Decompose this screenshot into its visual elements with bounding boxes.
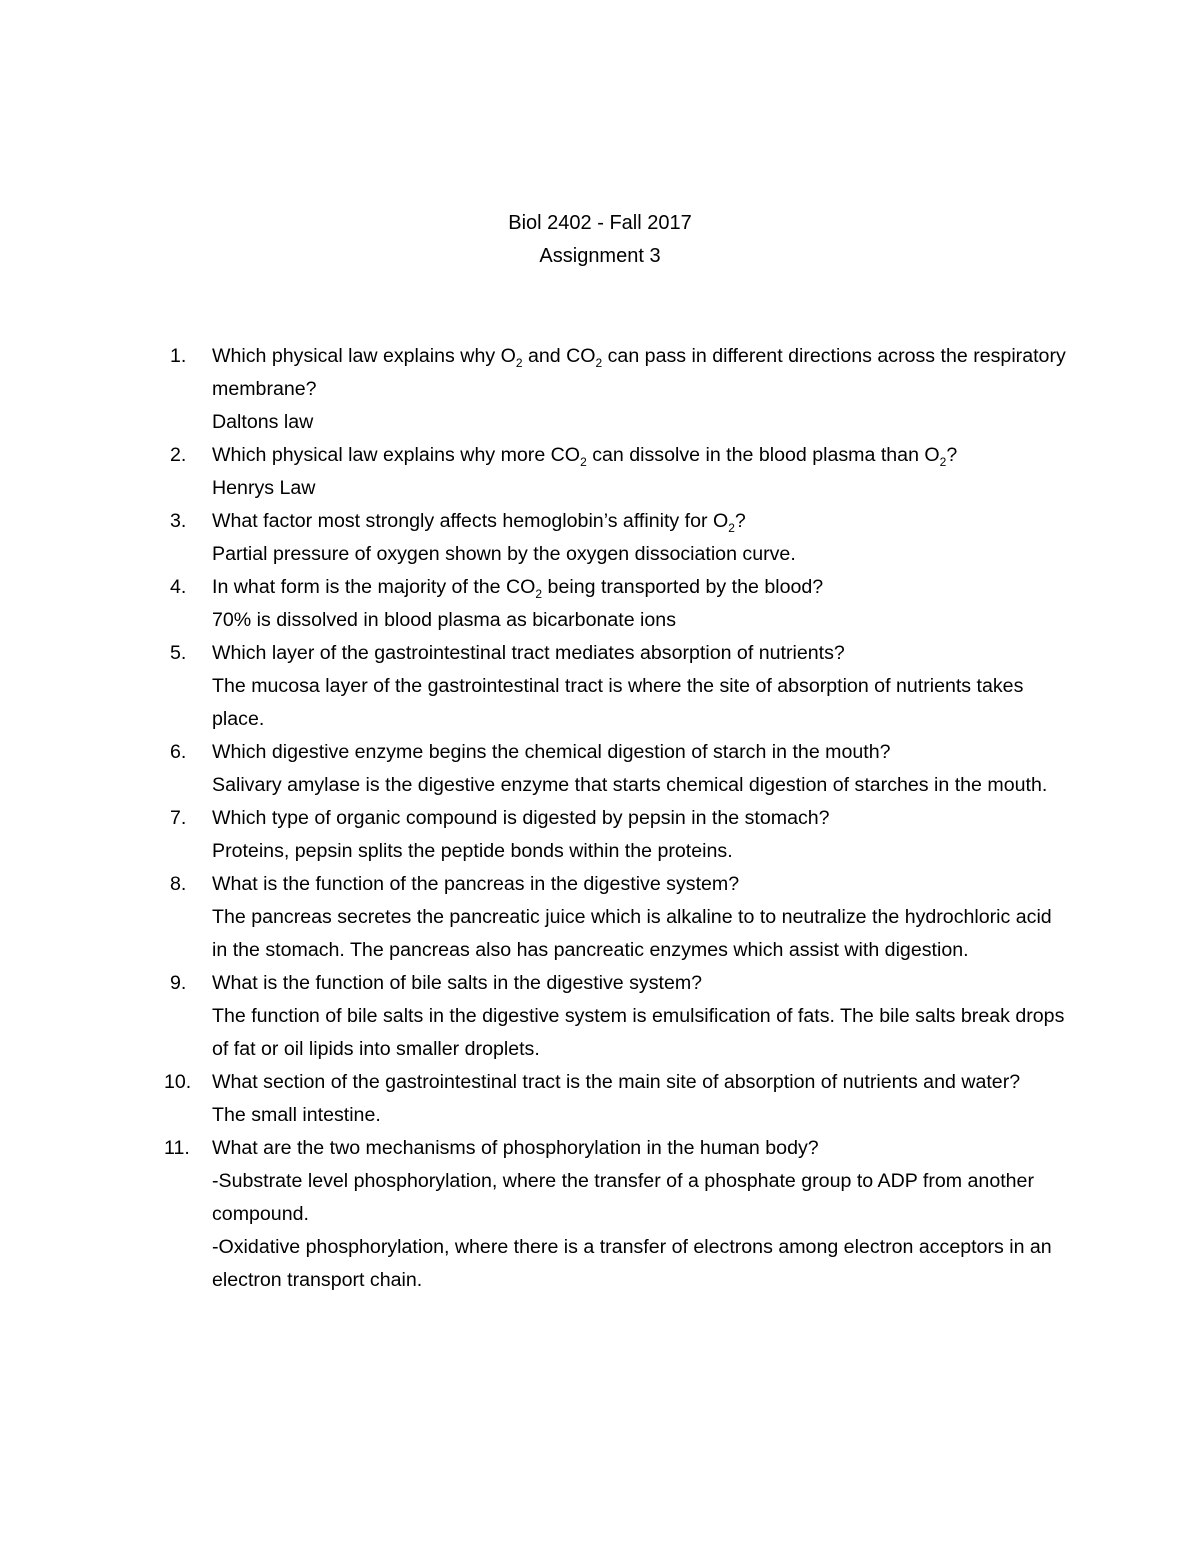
answer-text: Salivary amylase is the digestive enzyme that starts chemical digestion of starches in the mouth. bbox=[212, 774, 1048, 796]
question-item bbox=[170, 340, 1070, 439]
question-item bbox=[170, 571, 1070, 637]
question-list bbox=[164, 340, 1070, 1297]
question-number: 10. bbox=[164, 1071, 192, 1093]
subscript: 2 bbox=[580, 454, 587, 469]
answer-text: -Substrate level phosphorylation, where the transfer of a phosphate group to ADP from another compound. bbox=[212, 1170, 1034, 1225]
question-text bbox=[212, 505, 1070, 538]
course-title: Biol 2402 - Fall 2017 bbox=[508, 212, 692, 234]
question-number: 7. bbox=[170, 807, 187, 829]
question-item bbox=[170, 736, 1070, 802]
question-text-part: ? bbox=[734, 510, 746, 532]
answer-text: The function of bile salts in the digestive system is emulsification of fats. The bile salts break drops of fat or oil lipids into smaller droplets. bbox=[212, 1005, 1065, 1060]
subscript: 2 bbox=[535, 586, 543, 601]
subscript: 2 bbox=[728, 520, 735, 535]
answer-text: Partial pressure of oxygen shown by the oxygen dissociation curve. bbox=[212, 543, 796, 565]
question-text bbox=[212, 868, 1070, 901]
answer-text: 70% is dissolved in blood plasma as bicarbonate ions bbox=[212, 609, 676, 631]
subscript: 2 bbox=[595, 355, 603, 370]
question-text-part: ? bbox=[946, 444, 958, 466]
answer-text: The small intestine. bbox=[212, 1104, 381, 1126]
assignment-title: Assignment 3 bbox=[539, 245, 661, 267]
subscript: 2 bbox=[939, 454, 947, 469]
question-text bbox=[212, 439, 1070, 472]
question-text-part: can dissolve in the blood plasma than O bbox=[586, 444, 940, 466]
question-number: 2. bbox=[170, 444, 187, 466]
question-text bbox=[212, 736, 1070, 769]
question-text bbox=[212, 571, 1070, 604]
question-text bbox=[212, 1066, 1070, 1099]
question-item bbox=[170, 505, 1070, 571]
question-text-part: What are the two mechanisms of phosphorylation in the human body? bbox=[212, 1137, 819, 1159]
question-number: 1. bbox=[170, 345, 187, 367]
question-text bbox=[212, 340, 1070, 406]
question-text-part: Which type of organic compound is digested by pepsin in the stomach? bbox=[212, 807, 830, 829]
question-text-part: Which layer of the gastrointestinal tract mediates absorption of nutrients? bbox=[212, 642, 845, 664]
answer-text: Proteins, pepsin splits the peptide bonds within the proteins. bbox=[212, 840, 733, 862]
answer-text: The pancreas secretes the pancreatic juice which is alkaline to to neutralize the hydrochloric acid in the stomach. The pancreas also has pancreatic enzymes which assist with digestion. bbox=[212, 906, 1052, 961]
question-text-part: What is the function of bile salts in the digestive system? bbox=[212, 972, 703, 994]
question-item bbox=[170, 637, 1070, 736]
question-item bbox=[170, 967, 1070, 1066]
answer-text: Henrys Law bbox=[212, 477, 316, 499]
question-text bbox=[212, 967, 1070, 1000]
question-item bbox=[164, 1132, 1070, 1297]
question-item bbox=[170, 868, 1070, 967]
question-number: 4. bbox=[170, 576, 187, 598]
question-text-part: What section of the gastrointestinal tract is the main site of absorption of nutrients and water? bbox=[212, 1071, 1021, 1093]
question-number: 3. bbox=[170, 510, 187, 532]
question-item bbox=[164, 1066, 1070, 1132]
question-text-part: In what form is the majority of the CO bbox=[212, 576, 536, 598]
question-text-part: can pass in different directions across the respiratory membrane? bbox=[212, 345, 1066, 400]
question-text-part: Which physical law explains why O bbox=[212, 345, 516, 367]
question-number: 8. bbox=[170, 873, 187, 895]
question-text bbox=[212, 637, 1070, 670]
question-item bbox=[170, 439, 1070, 505]
question-text bbox=[212, 802, 1070, 835]
question-number: 6. bbox=[170, 741, 187, 763]
question-text-part: Which physical law explains why more CO bbox=[212, 444, 581, 466]
question-item bbox=[170, 802, 1070, 868]
question-number: 11. bbox=[164, 1137, 190, 1159]
question-text bbox=[212, 1132, 1070, 1165]
question-text-part: and CO bbox=[522, 345, 596, 367]
question-text-part: What factor most strongly affects hemoglobin’s affinity for O bbox=[212, 510, 729, 532]
answer-text: Daltons law bbox=[212, 411, 314, 433]
question-text-part: Which digestive enzyme begins the chemical digestion of starch in the mouth? bbox=[212, 741, 891, 763]
question-text-part: What is the function of the pancreas in the digestive system? bbox=[212, 873, 740, 895]
subscript: 2 bbox=[515, 355, 523, 370]
question-number: 9. bbox=[170, 972, 187, 994]
question-number: 5. bbox=[170, 642, 187, 664]
question-text-part: being transported by the blood? bbox=[542, 576, 824, 598]
answer-text: The mucosa layer of the gastrointestinal tract is where the site of absorption of nutrients takes place. bbox=[212, 675, 1024, 730]
answer-text: -Oxidative phosphorylation, where there is a transfer of electrons among electron acceptors in an electron transport chain. bbox=[212, 1236, 1052, 1291]
